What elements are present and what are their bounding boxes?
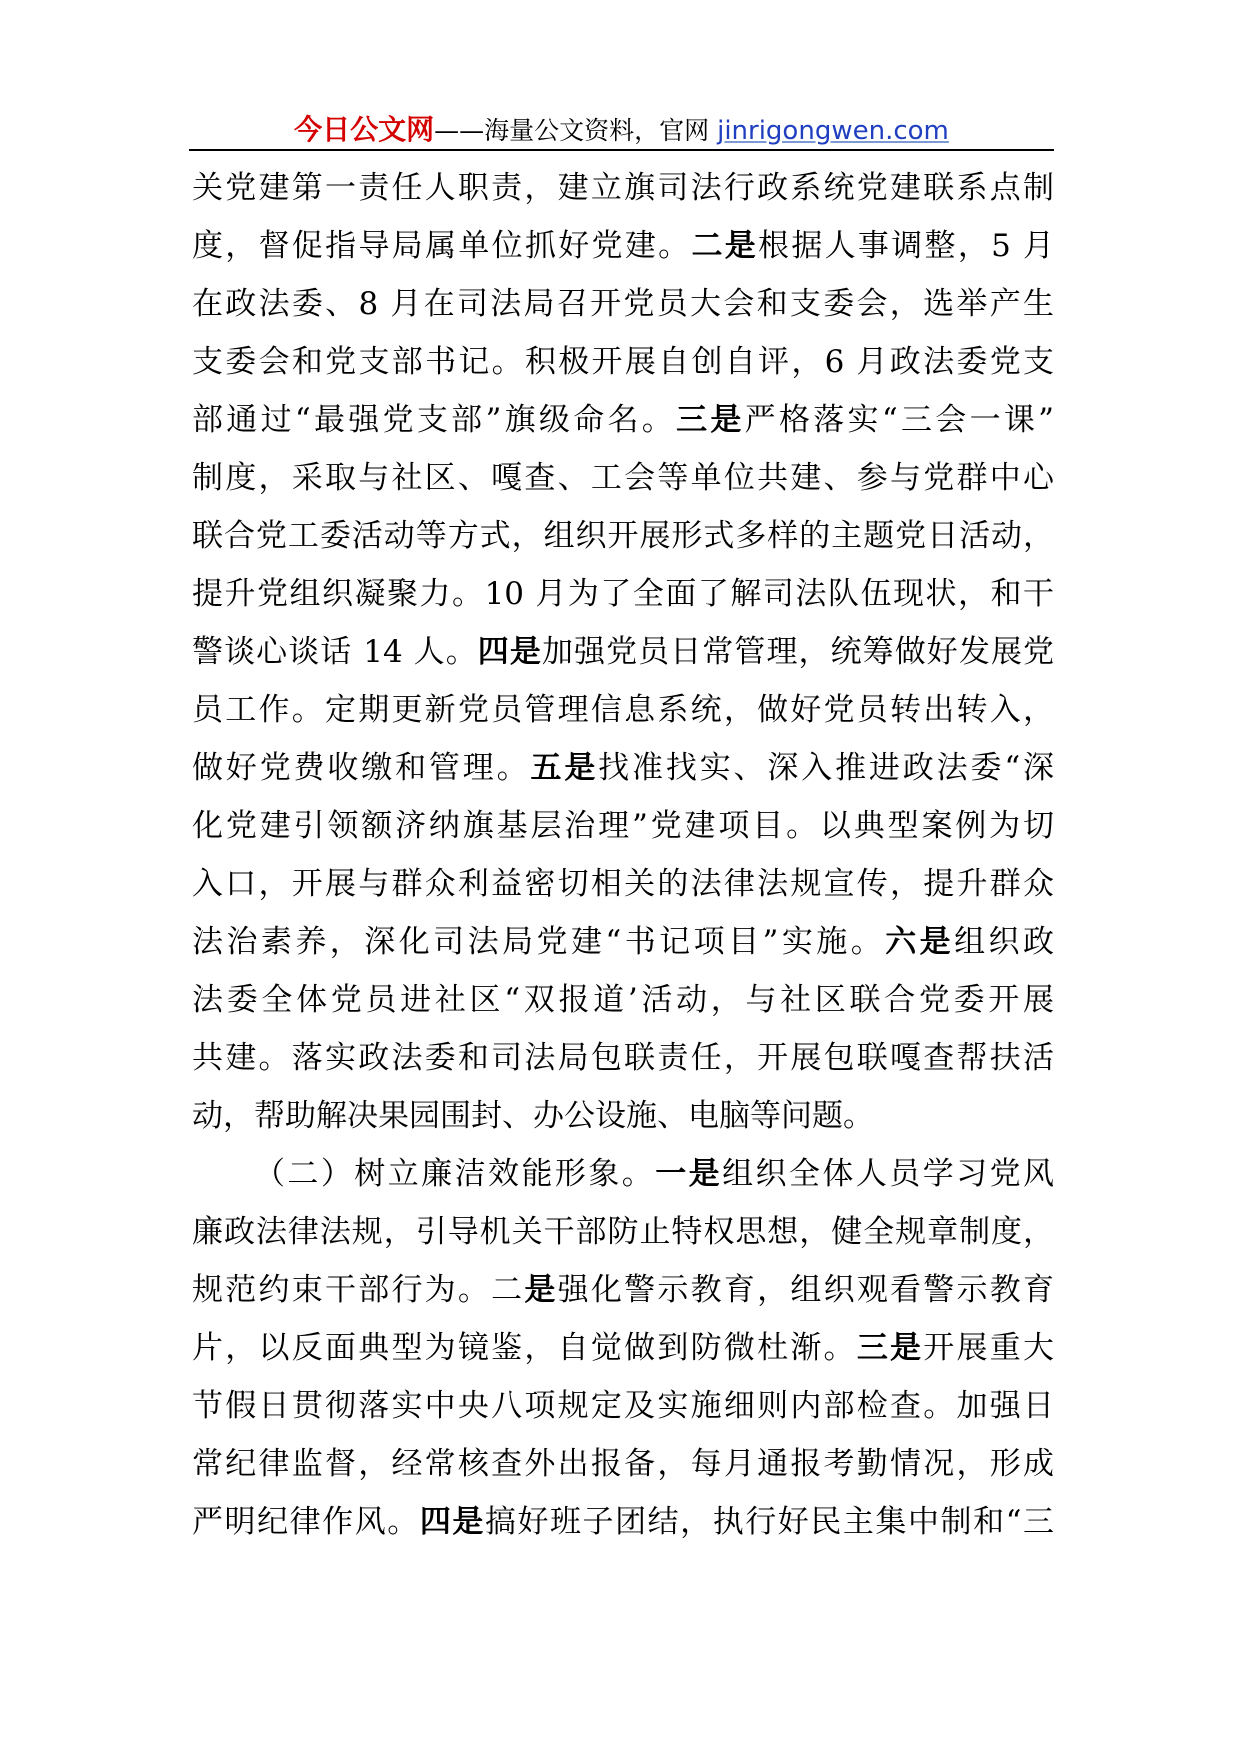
text-run: 动，帮助解决果园围封、办公设施、电脑等问题。 <box>192 1098 874 1134</box>
text-line <box>192 391 1054 449</box>
bold-keyword: 三是 <box>856 1330 924 1366</box>
text-line <box>192 797 1054 855</box>
text-line <box>192 565 1054 623</box>
text-run: 共建。落实政法委和司法局包联责任，开展包联嘎查帮扶活 <box>192 1040 1054 1076</box>
bold-keyword: 是 <box>524 1272 558 1308</box>
text-run: 严明纪律作风。 <box>192 1504 420 1540</box>
bold-keyword: 一是 <box>655 1156 723 1192</box>
text-line <box>192 333 1054 391</box>
text-run: 入口，开展与群众利益密切相关的法律法规宣传，提升群众 <box>192 866 1054 902</box>
text-line <box>192 275 1054 333</box>
text-run: 常纪律监督，经常核查外出报备，每月通报考勤情况，形成 <box>192 1446 1054 1482</box>
text-line <box>192 1145 1054 1203</box>
bold-keyword: 六是 <box>885 924 955 960</box>
text-line <box>192 1029 1054 1087</box>
text-line <box>192 739 1054 797</box>
text-run: 支委会和党支部书记。积极开展自创自评，6 月政法委党支 <box>192 344 1054 380</box>
text-run: 组织全体人员学习党风 <box>722 1156 1055 1192</box>
text-run: 法治素养，深化司法局党建“书记项目”实施。 <box>192 924 886 960</box>
text-line <box>192 1203 1054 1261</box>
text-run: 法委全体党员进社区“双报道’活动，与社区联合党委开展 <box>192 982 1054 1018</box>
text-run: 做好党费收缴和管理。 <box>192 750 531 786</box>
text-line <box>192 449 1054 507</box>
text-line <box>192 507 1054 565</box>
text-run: 片，以反面典型为镜鉴，自觉做到防微杜渐。 <box>192 1330 857 1366</box>
site-url-link[interactable]: jinrigongwen.com <box>717 116 949 146</box>
text-run: 搞好班子团结，执行好民主集中制和“三 <box>484 1504 1054 1540</box>
text-run: （二）树立廉洁效能形象。 <box>254 1156 656 1192</box>
text-line <box>192 1261 1054 1319</box>
text-run: 开展重大 <box>923 1330 1055 1366</box>
text-run: 严格落实“三会一课” <box>744 402 1054 438</box>
bold-keyword: 五是 <box>530 750 599 786</box>
text-line <box>192 1435 1054 1493</box>
header-tagline: ——海量公文资料，官网 <box>434 116 718 145</box>
text-line <box>192 1319 1054 1377</box>
text-line <box>192 159 1054 217</box>
brand-name: 今日公文网 <box>294 113 435 146</box>
text-run: 组织政 <box>954 924 1054 960</box>
document-body <box>192 159 1054 1551</box>
text-run: 化党建引领额济纳旗基层治理”党建项目。以典型案例为切 <box>192 808 1054 844</box>
text-line <box>192 913 1054 971</box>
text-line <box>192 681 1054 739</box>
text-run: 规范约束干部行为。二 <box>192 1272 525 1308</box>
text-run: 根据人事调整，5 月 <box>758 228 1054 264</box>
text-run: 提升党组织凝聚力。10 月为了全面了解司法队伍现状，和干 <box>192 576 1054 612</box>
text-run: 员工作。定期更新党员管理信息系统，做好党员转出转入， <box>192 692 1054 728</box>
text-line <box>192 217 1054 275</box>
text-line <box>192 855 1054 913</box>
text-run: 在政法委、8 月在司法局召开党员大会和支委会，选举产生 <box>192 286 1054 322</box>
text-run: 联合党工委活动等方式，组织开展形式多样的主题党日活动， <box>192 518 1054 554</box>
text-run: 警谈心谈话 14 人。 <box>192 634 478 670</box>
text-run: 部通过“最强党支部”旗级命名。 <box>192 402 677 438</box>
text-run: 找准找实、深入推进政法委“深 <box>598 750 1055 786</box>
text-line <box>192 971 1054 1029</box>
text-run: 节假日贯彻落实中央八项规定及实施细则内部检查。加强日 <box>192 1388 1054 1424</box>
text-run: 加强党员日常管理，统筹做好发展党 <box>541 634 1055 670</box>
text-run: 度，督促指导局属单位抓好党建。 <box>192 228 692 264</box>
text-line <box>192 1087 1054 1145</box>
bold-keyword: 四是 <box>477 634 542 670</box>
header-divider <box>189 149 1054 151</box>
bold-keyword: 三是 <box>676 402 745 438</box>
text-run: 廉政法律法规，引导机关干部防止特权思想，健全规章制度， <box>192 1214 1054 1250</box>
text-line <box>192 1377 1054 1435</box>
text-run: 关党建第一责任人职责，建立旗司法行政系统党建联系点制 <box>192 170 1054 206</box>
text-run: 强化警示教育，组织观看警示教育 <box>557 1272 1055 1308</box>
page-header <box>189 108 1054 148</box>
bold-keyword: 二是 <box>691 228 759 264</box>
text-line <box>192 1493 1054 1551</box>
bold-keyword: 四是 <box>419 1504 485 1540</box>
text-run: 制度，采取与社区、嘎查、工会等单位共建、参与党群中心 <box>192 460 1054 496</box>
text-line <box>192 623 1054 681</box>
